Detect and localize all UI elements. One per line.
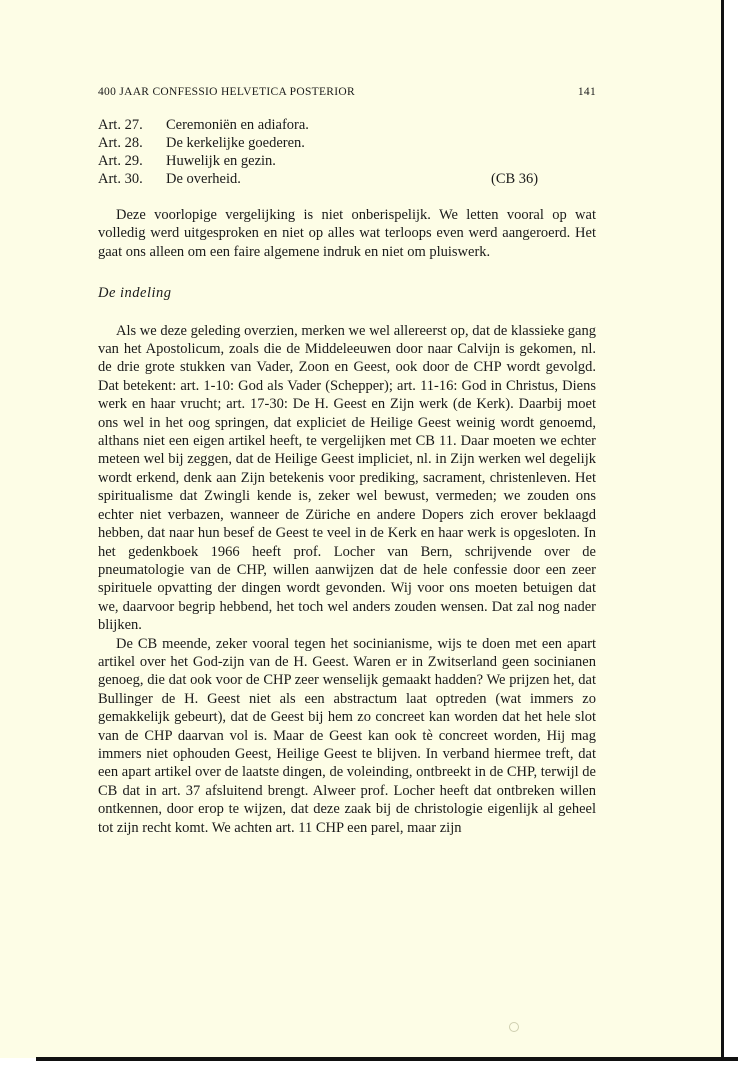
body-text — [98, 206, 596, 837]
article-row — [98, 152, 596, 170]
paragraph-1: Als we deze geleding overzien, merken we wel allereerst op, dat de klassieke gang van het Apostolicum, zoals die de Middeleeuwen door naar Calvijn is gekomen, nl. de drie grote stukken van Vader, Zoon en Geest, ook door de CHP wordt gevolgd. Dat betekent: art. 1-10: God als Vader (Schepper); art. 11-16: God in Christus, Diens werk en haar vrucht; art. 17-30: De H. Geest en Zijn werk (de Kerk). Daarbij moet ons wel in het oog springen, dat expliciet de Heilige Geest weinig wordt genoemd, althans niet een eigen artikel heeft, te vergelijken met CB 11. Daar moeten we echter meteen wel bij zeggen, dat de Heilige Geest impliciet, nl. in Zijn werken wel degelijk wordt erkend, denk aan Zijn betekenis voor prediking, sacrament, christenleven. Het spiritualisme dat Zwingli kende is, zeker wel bewust, vermeden; we zouden ons echter niet verbazen, wanneer de Züriche en andere Dopers zich erover beklaagd hebben, dat naar hun besef de Geest te veel in de Kerk en haar werk is opgesloten. In het gedenkboek 1966 heeft prof. Locher van Bern, schrijvende over de pneumatologie van de CHP, willen aanwijzen dat de hele confessie door een zeer spirituele opvatting der dingen wordt gevonden. Wij voor ons moeten betuigen dat we, daarvoor begrip hebbend, het toch wel anders zouden wensen. Dat zal nog nader blijken. — [98, 322, 596, 634]
article-reference: (CB 36) — [491, 171, 539, 187]
running-title: 400 JAAR CONFESSIO HELVETICA POSTERIOR — [98, 86, 355, 98]
paragraph-2: De CB meende, zeker vooral tegen het socinianisme, wijs te doen met een apart artikel over het God-zijn van de H. Geest. Waren er in Zwitserland geen socinianen genoeg, die dat ook voor de CHP zeer wenselijk gemaakt hadden? We prijzen het, dat Bullinger de H. Geest niet als een abstractum laat optreden (wat immers zo gemakkelijk gebeurt), dat de Geest bij hem zo concreet kan worden dat het hele slot van de CHP daarvan vol is. Maar de Geest kan ook tè concreet worden, Hij mag immers niet ophouden Geest, Heilige Geest te blijven. In verband hiermee treft, dat een apart artikel over de laatste dingen, de voleinding, ontbreekt in de CHP, terwijl de CB dat in art. 37 afsluitend brengt. Alweer prof. Locher heeft dat ontbreken willen ontkennen, door erop te wijzen, dat deze zaak bij de christologie eigenlijk al geheel tot zijn recht komt. We achten art. 11 CHP een parel, maar zijn — [98, 635, 596, 836]
article-row — [98, 134, 596, 152]
article-title: De kerkelijke goederen. — [166, 135, 305, 151]
article-number: Art. 27. — [98, 117, 143, 133]
article-title: De overheid. — [166, 171, 241, 187]
page-number: 141 — [577, 86, 596, 98]
page-edge-bottom — [36, 1057, 738, 1061]
article-row — [98, 170, 596, 188]
page-edge-right — [721, 0, 724, 1060]
article-number: Art. 30. — [98, 171, 143, 187]
section-heading: De indeling — [98, 285, 172, 302]
article-row — [98, 116, 596, 134]
scan-mark — [509, 1022, 519, 1032]
article-list — [98, 116, 596, 188]
article-title: Ceremoniën en adiafora. — [166, 117, 309, 133]
intro-paragraph: Deze voorlopige vergelijking is niet onberispelijk. We letten vooral op wat volledig werd uitgesproken en niet op alles wat terloops even werd aangeroerd. Het gaat ons alleen om een faire algemene indruk en niet om pluiswerk. — [98, 207, 596, 260]
article-number: Art. 28. — [98, 135, 143, 151]
article-number: Art. 29. — [98, 153, 143, 169]
article-title: Huwelijk en gezin. — [166, 153, 276, 169]
